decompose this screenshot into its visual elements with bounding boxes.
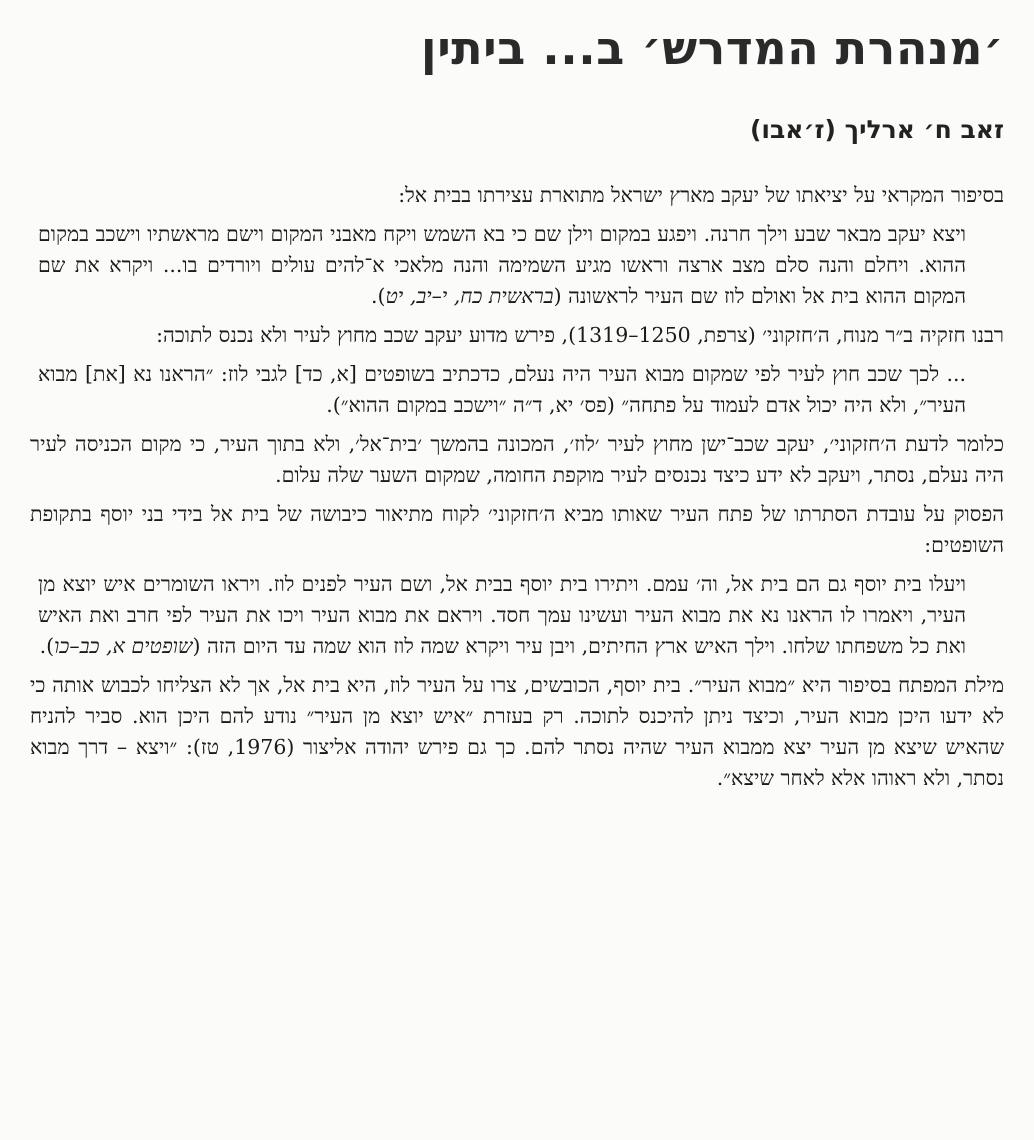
quote-genesis-source: בראשית כח, י–יב, יט xyxy=(385,284,554,308)
quote-genesis-tail: ). xyxy=(371,284,386,308)
quote-genesis-text: ויצא יעקב מבאר שבע וילך חרנה. ויפגע במקום וילן שם כי בא השמש ויקח מאבני המקום וישם מראשתיו וישכב במקום ההוא. ויחלם והנה סלם מצב ארצה וראשו מגיע השמימה והנה מלאכי א־להים עולים ויורדים בו... ויקרא את שם המקום ההוא בית אל ואולם לוז שם העיר לראשונה ( xyxy=(38,222,966,308)
quote-judges-source: שופטים א, כב–כו xyxy=(54,634,193,658)
quote-judges-tail: ). xyxy=(39,634,55,658)
document-page xyxy=(30,18,1004,1140)
paragraph-conquest-intro: הפסוק על עובדת הסתרתו של פתח העיר שאותו מביא ה׳חזקוני׳ לקוח מתיאור כיבושה של בית אל בידי בני יוסף בתקופת השופטים: xyxy=(30,502,1004,557)
paragraph-chizkuni-intro: רבנו חזקיה ב״ר מנוח, ה׳חזקוני׳ (צרפת, 1250–1319), פירש מדוע יעקב שכב מחוץ לעיר ולא נכנס לתוכה: xyxy=(156,323,1004,347)
quote-judges-text: ויעלו בית יוסף גם הם בית אל, וה׳ עמם. ויתירו בית יוסף בבית אל, ושם העיר לפנים לוז. ויראו השומרים איש יוצא מן העיר, ויאמרו לו הראנו נא את מבוא העיר ועשינו עמך חסד. ויראם את מבוא העיר ויכו את העיר לפי חרב ואת האיש ואת כל משפחתו שלחו. וילך האיש ארץ החיתים, ויבן עיר ויקרא שמה לוז הוא שמה עד היום הזה ( xyxy=(38,572,966,658)
article-author: זאב ח׳ ארליך (ז׳אבו) xyxy=(749,115,1004,144)
article-body xyxy=(30,180,1004,794)
quote-judges xyxy=(30,569,1004,662)
quote-genesis xyxy=(30,219,1004,312)
paragraph-intro: בסיפור המקראי על יציאתו של יעקב מארץ ישראל מתוארת עצירתו בבית אל: xyxy=(398,183,1004,207)
article-title: ׳מנהרת המדרש׳ ב... ביתין xyxy=(420,21,1004,75)
paragraph-chizkuni-explanation: כלומר לדעת ה׳חזקוני׳, יעקב שכב־ישן מחוץ לעיר ׳לוז׳, המכונה בהמשך ׳בית־אל׳, ולא בתוך העיר, כי מקום הכניסה לעיר היה נעלם, נסתר, ויעקב לא ידע כיצד נכנסים לעיר מוקפת החומה, שמקום השער שלה עלום. xyxy=(30,432,1004,487)
paragraph-key-word: מילת המפתח בסיפור היא ״מבוא העיר״. בית יוסף, הכובשים, צרו על העיר לוז, היא בית אל, אך לא הצליחו לכבוש אותה כי לא ידעו היכן מבוא העיר, וכיצד ניתן להיכנס לתוכה. רק בעזרת ״איש יוצא מן העיר״ נודע להם היכן הוא. סביר להניח שהאיש שיצא מן העיר יצא ממבוא העיר שהיה נסתר להם. כך גם פירש יהודה אליצור (1976, טז): ״ויצא – דרך מבוא נסתר, ולא ראוהו אלא לאחר שיצא״. xyxy=(30,673,1004,790)
quote-chizkuni: ... לכך שכב חוץ לעיר לפי שמקום מבוא העיר היה נעלם, כדכתיב בשופטים [א, כד] לגבי לוז: ״הראנו נא [את] מבוא העיר״, ולא היה יכול אדם לעמוד על פתחה״ (פס׳ יא, ד״ה ״וישכב במקום ההוא״). xyxy=(38,362,966,417)
